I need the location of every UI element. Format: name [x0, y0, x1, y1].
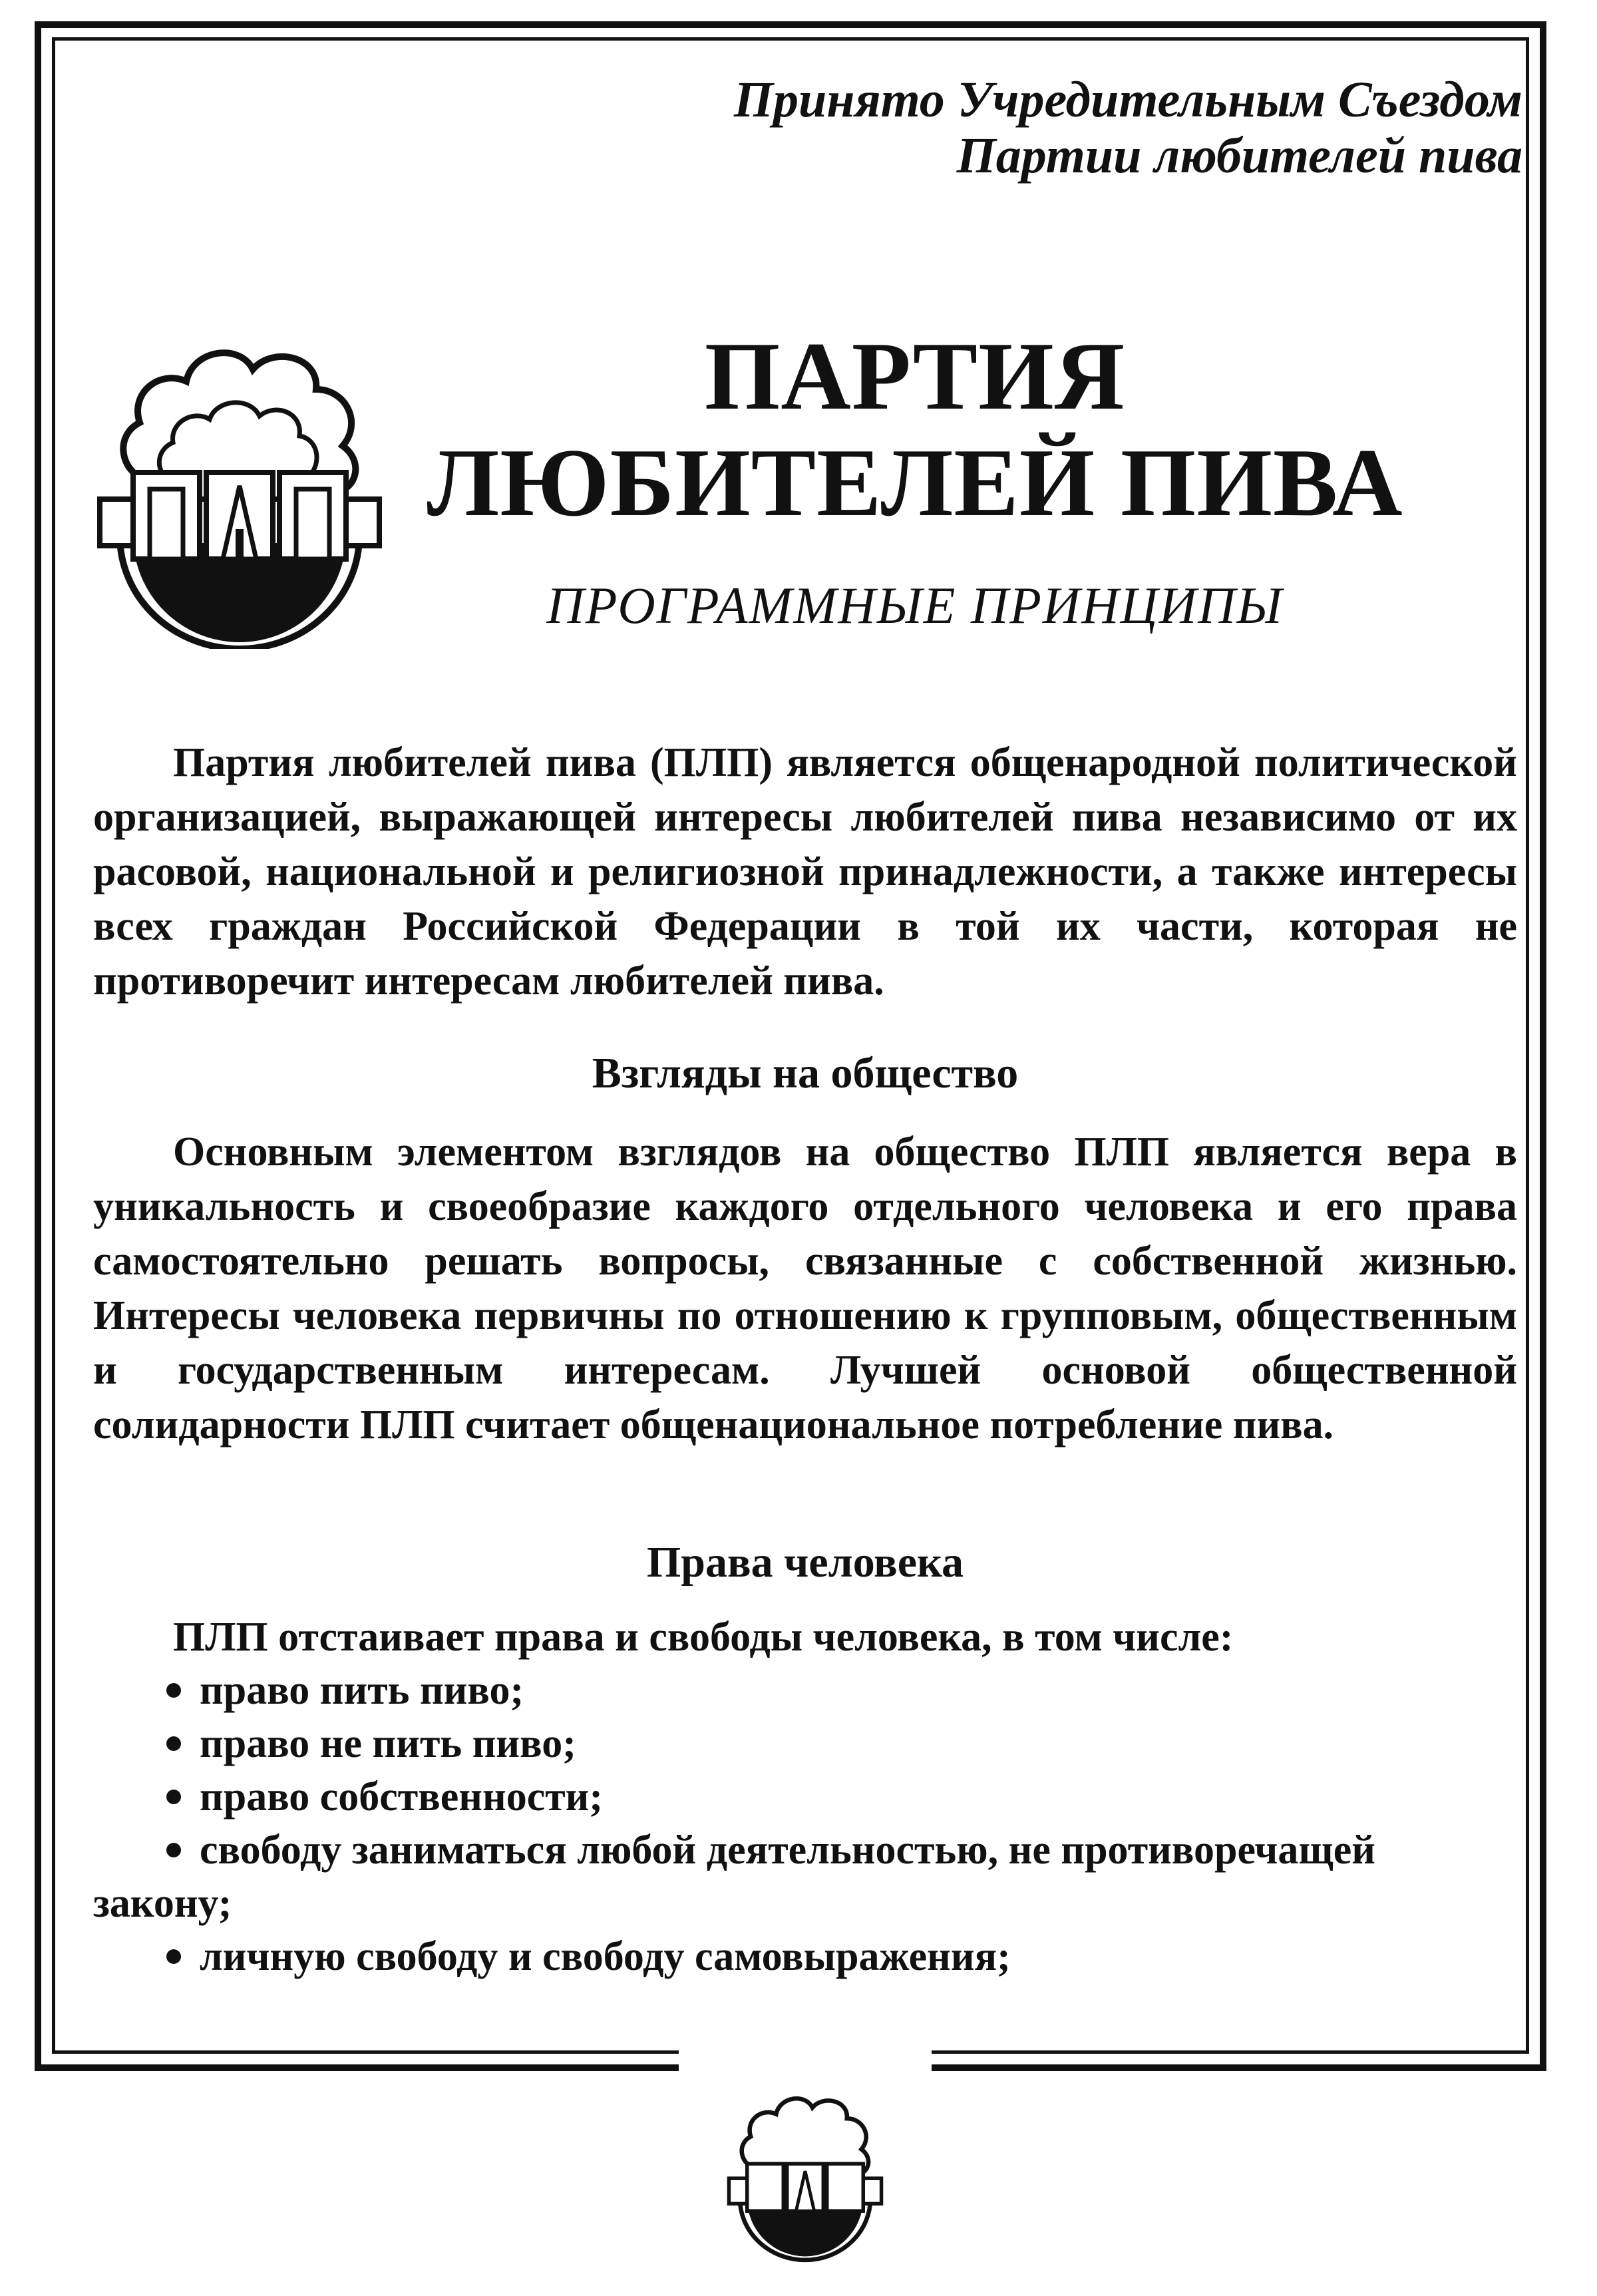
- rights-intro: ПЛП отстаивает права и свободы человека, в том числе:: [173, 1615, 1234, 1660]
- adoption-note-line1: Принято Учредительным Съездом: [733, 72, 1522, 128]
- party-emblem-icon: [93, 329, 386, 649]
- section-heading-rights: Права человека: [646, 1538, 964, 1587]
- page-subtitle: ПРОГРАММНЫЕ ПРИНЦИПЫ: [546, 576, 1284, 634]
- list-item: право не пить пиво;: [166, 1720, 576, 1768]
- page-title-line2: ЛЮБИТЕЛЕЙ ПИВА: [427, 429, 1403, 536]
- list-item-continuation: закону;: [93, 1881, 232, 1926]
- bullet-icon: [166, 1683, 181, 1698]
- frame-gap: [679, 2036, 932, 2083]
- footer-emblem-icon: [725, 2083, 885, 2263]
- bullet-icon: [166, 1736, 181, 1751]
- list-item: право пить пиво;: [166, 1667, 524, 1714]
- list-item: право собственности;: [166, 1774, 603, 1821]
- society-text: Основным элементом взглядов на общество ПЛП является вера в уникальность и своеобразие каждого отдельного человека и его права самостоятельно решать вопросы, связанные с собственной жизнью. Интересы человека первичны по отношению к групповым, общественным и государственным интересам. Лучшей основой общественной солидарности ПЛП считает общенациональное потребление пива.: [93, 1129, 1517, 1447]
- adoption-note-line2: Партии любителей пива: [956, 128, 1522, 184]
- page-title-line1: ПАРТИЯ: [704, 322, 1126, 430]
- bullet-icon: [166, 1949, 181, 1964]
- bullet-icon: [166, 1843, 181, 1857]
- list-item: личную свободу и свободу самовыражения;: [166, 1933, 1011, 1981]
- society-paragraph: [93, 1125, 1517, 1452]
- intro-text: является общенародной политической организацией, выражающей интересы любителей пива независимо от их расовой, национальной и религиозной принадлежности, а также интересы всех граждан Российской Федерации в той их части, которая не противоречит интересам любителей пива.: [93, 740, 1517, 1004]
- section-heading-society: Взгляды на общество: [592, 1049, 1019, 1097]
- bullet-icon: [166, 1790, 181, 1804]
- intro-lead: Партия любителей пива (ПЛП): [173, 740, 773, 785]
- intro-paragraph: [93, 735, 1517, 1008]
- adoption-note: [734, 72, 1522, 184]
- list-item: свободу заниматься любой деятельностью, не противоречащей: [166, 1827, 1375, 1874]
